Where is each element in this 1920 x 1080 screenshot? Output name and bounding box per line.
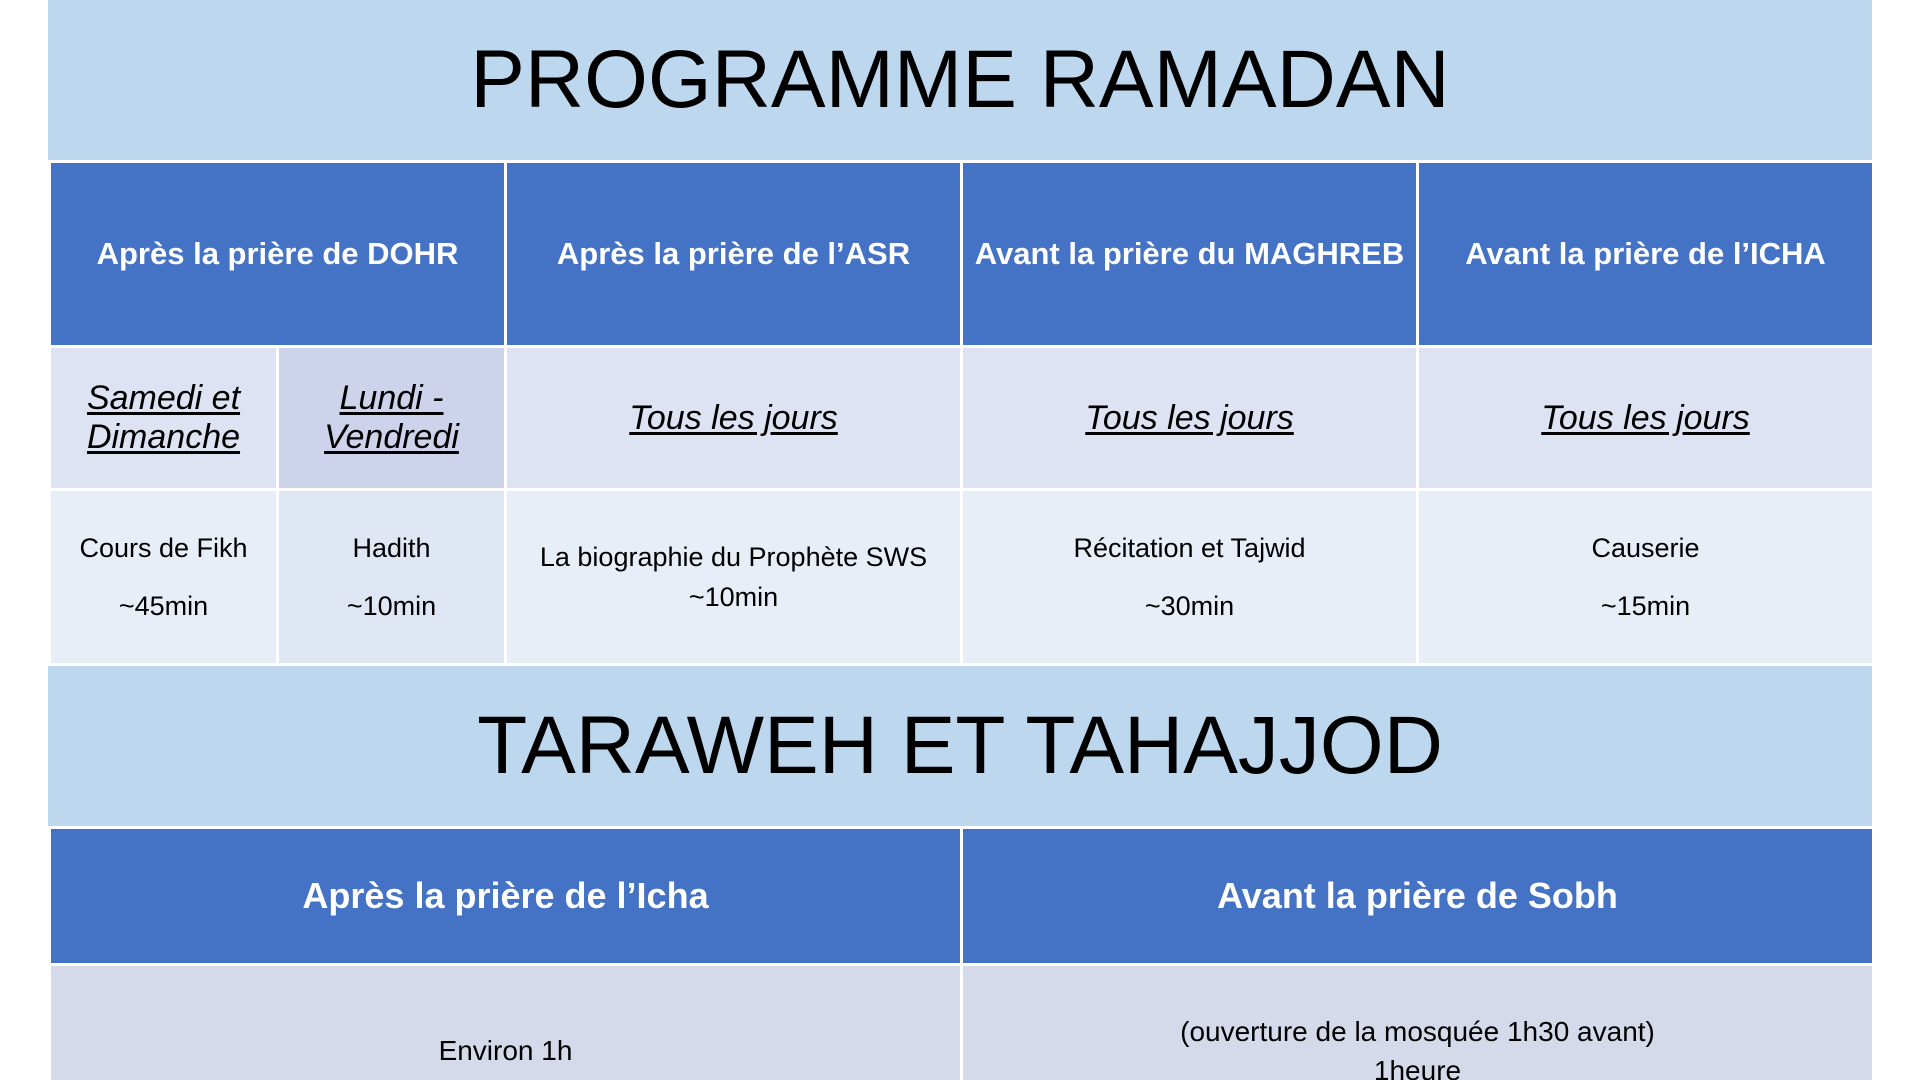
duration-biographie: ~10min <box>688 582 779 612</box>
page-title: PROGRAMME RAMADAN <box>470 34 1450 125</box>
duration-fikh: ~45min <box>118 591 209 621</box>
days-cell-weekdays <box>278 347 506 490</box>
second-title-band <box>48 666 1872 826</box>
activity-recitation: Récitation et Tajwid <box>1073 532 1306 563</box>
activity-fikh: Cours de Fikh <box>79 532 248 563</box>
duration-causerie: ~15min <box>1600 591 1691 621</box>
days-cell-weekend <box>50 347 278 490</box>
activity-hadith: Hadith <box>352 532 431 563</box>
column-header-icha: Avant la prière de l’ICHA <box>1418 162 1874 347</box>
activity-biographie: La biographie du Prophète SWS <box>539 541 928 572</box>
days-cell-asr <box>506 347 962 490</box>
column-header-asr: Après la prière de l’ASR <box>506 162 962 347</box>
column-header-dohr: Après la prière de DOHR <box>50 162 506 347</box>
programme-sheet <box>48 0 1920 1080</box>
table-row-headers <box>50 162 1874 347</box>
column-header-avant-sobh: Avant la prière de Sobh <box>962 828 1874 965</box>
night-programme-table <box>48 826 1875 1080</box>
night-detail-tahajjod <box>962 965 1874 1080</box>
daytime-programme-table <box>48 160 1875 666</box>
activity-causerie: Causerie <box>1591 532 1700 563</box>
detail-cell-fikh <box>50 490 278 665</box>
detail-cell-biographie <box>506 490 962 665</box>
days-label-weekdays: Lundi - Vendredi <box>324 379 459 456</box>
column-header-apres-icha: Après la prière de l’Icha <box>50 828 962 965</box>
table-row-details <box>50 490 1874 665</box>
days-label-weekend: Samedi et Dimanche <box>86 379 241 456</box>
table-row-night-details <box>50 965 1874 1080</box>
duration-hadith: ~10min <box>346 591 437 621</box>
days-cell-icha <box>1418 347 1874 490</box>
section-title-taraweh: TARAWEH ET TAHAJJOD <box>477 700 1443 791</box>
table-row-days <box>50 347 1874 490</box>
column-header-maghreb: Avant la prière du MAGHREB <box>962 162 1418 347</box>
night-duration-tahajjod: 1heure <box>1373 1055 1462 1080</box>
table-row-night-headers <box>50 828 1874 965</box>
days-label-maghreb: Tous les jours <box>1085 398 1294 437</box>
detail-cell-hadith <box>278 490 506 665</box>
night-duration-taraweh: Environ 1h <box>438 1035 573 1067</box>
night-note-tahajjod: (ouverture de la mosquée 1h30 avant) <box>1180 1015 1655 1047</box>
detail-cell-recitation <box>962 490 1418 665</box>
days-cell-maghreb <box>962 347 1418 490</box>
days-label-asr: Tous les jours <box>629 398 838 437</box>
days-label-icha: Tous les jours <box>1541 398 1750 437</box>
duration-recitation: ~30min <box>1144 591 1235 621</box>
detail-cell-causerie <box>1418 490 1874 665</box>
night-detail-taraweh <box>50 965 962 1080</box>
main-title-band <box>48 0 1872 160</box>
